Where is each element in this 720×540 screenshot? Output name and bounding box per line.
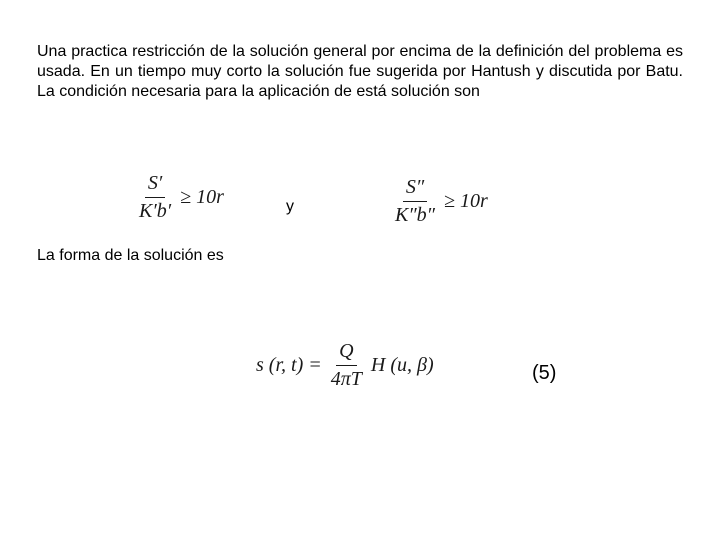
equation-number: (5) — [532, 362, 557, 384]
condition-1-relation: ≥ 10r — [180, 186, 224, 208]
condition-2-fraction — [392, 176, 438, 227]
equation-denominator: 4πT — [330, 368, 362, 390]
equation-rhs: H (u, β) — [370, 354, 434, 376]
condition-2-formula — [392, 176, 488, 227]
solution-label: La forma de la solución es — [37, 247, 224, 264]
condition-1-formula — [136, 172, 224, 223]
intro-paragraph: Una practica restricción de la solución general por encima de la definición del problema es usada. En un tiempo muy corto la solución fue sugerida por Hantush y discutida por Batu. La condición necesaria para la aplicación de está solución son — [37, 43, 683, 100]
condition-2-relation: ≥ 10r — [444, 190, 488, 212]
connector-and: y — [286, 198, 294, 215]
solution-equation — [250, 340, 440, 391]
condition-1-fraction — [136, 172, 174, 223]
equation-numerator: Q — [336, 340, 356, 366]
condition-1-numerator: S′ — [145, 172, 165, 198]
equation-lhs: s (r, t) = — [256, 354, 322, 376]
equation-fraction — [328, 340, 365, 391]
condition-1-denominator: K′b′ — [139, 200, 172, 222]
condition-2-denominator: K″b″ — [395, 204, 435, 226]
condition-2-numerator: S″ — [403, 176, 427, 202]
